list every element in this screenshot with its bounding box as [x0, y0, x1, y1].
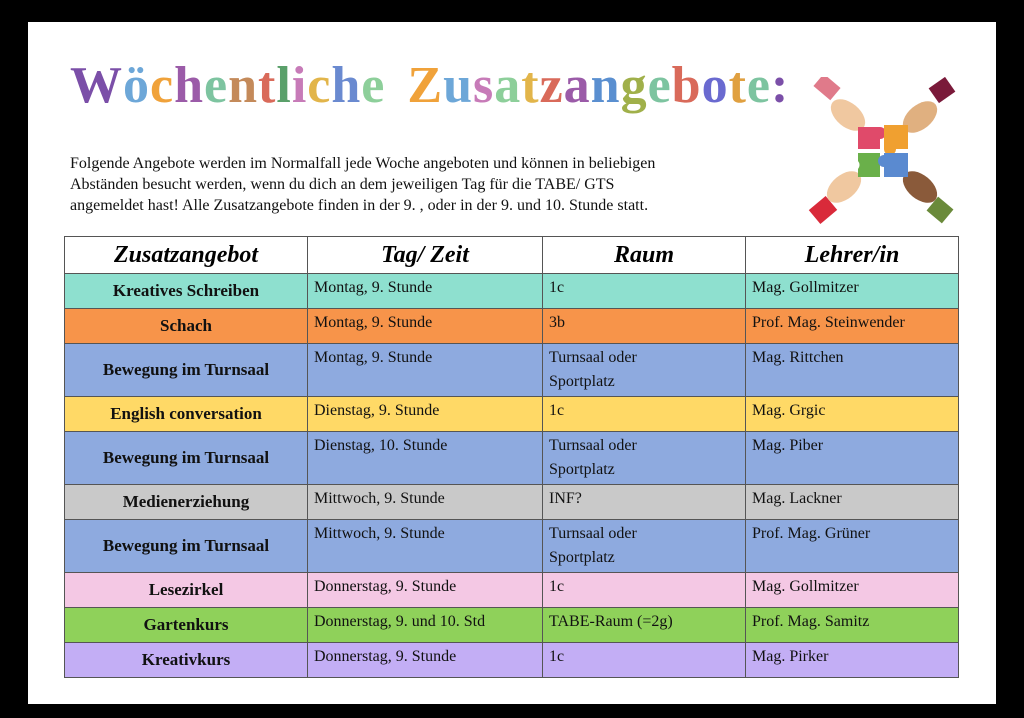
cell-angebot: Bewegung im Turnsaal	[65, 344, 308, 397]
word1-letter: t	[258, 57, 277, 114]
cell-tag-zeit: Mittwoch, 9. Stunde	[308, 485, 543, 520]
word2-letter: o	[701, 57, 729, 114]
cell-angebot: Bewegung im Turnsaal	[65, 520, 308, 573]
cell-tag-zeit: Dienstag, 10. Stunde	[308, 432, 543, 485]
table-row	[65, 397, 959, 432]
word2-letter: g	[620, 57, 648, 114]
word2-letter: e	[746, 57, 772, 114]
table-row	[65, 573, 959, 608]
cell-tag-zeit: Donnerstag, 9. Stunde	[308, 643, 543, 678]
cell-lehrer: Mag. Gollmitzer	[746, 274, 959, 309]
word1-letter: h	[331, 57, 362, 114]
cell-raum	[543, 344, 746, 397]
cell-angebot: Kreatives Schreiben	[65, 274, 308, 309]
cell-tag-zeit: Dienstag, 9. Stunde	[308, 397, 543, 432]
header-tag-zeit: Tag/ Zeit	[308, 237, 543, 274]
document-page	[28, 22, 996, 704]
table-row	[65, 485, 959, 520]
cell-raum-line: Sportplatz	[549, 461, 615, 478]
cell-lehrer: Prof. Mag. Samitz	[746, 608, 959, 643]
cell-raum-line: 1c	[549, 578, 565, 595]
word2-letter: n	[590, 57, 621, 114]
word2-letter: z	[539, 57, 564, 114]
word1-letter: l	[276, 57, 292, 114]
cell-raum-line: Turnsaal oder	[549, 437, 637, 454]
intro-line-3: angemeldet hast! Alle Zusatzangebote finden in der 9. , oder in der 9. und 10. Stunde statt.	[70, 197, 649, 214]
table-row	[65, 643, 959, 678]
cell-raum	[543, 643, 746, 678]
cell-raum	[543, 608, 746, 643]
cell-raum-line: 1c	[549, 402, 565, 419]
cell-raum-line: Turnsaal oder	[549, 525, 637, 542]
table-row	[65, 608, 959, 643]
table-row	[65, 520, 959, 573]
cell-angebot: English conversation	[65, 397, 308, 432]
table-row	[65, 432, 959, 485]
cell-angebot: Schach	[65, 309, 308, 344]
word1-letter: c	[307, 57, 332, 114]
cell-tag-zeit: Montag, 9. Stunde	[308, 344, 543, 397]
cell-lehrer: Mag. Grgic	[746, 397, 959, 432]
intro-text	[70, 153, 770, 216]
table-header-row	[65, 237, 959, 274]
word2-letter: u	[443, 57, 473, 114]
cell-raum	[543, 573, 746, 608]
cell-angebot: Kreativkurs	[65, 643, 308, 678]
cell-lehrer: Prof. Mag. Steinwender	[746, 309, 959, 344]
cell-raum-line: Sportplatz	[549, 373, 615, 390]
word2-letter: t	[521, 57, 540, 114]
cell-tag-zeit: Donnerstag, 9. und 10. Std	[308, 608, 543, 643]
cell-tag-zeit: Montag, 9. Stunde	[308, 274, 543, 309]
word2-letter: e	[647, 57, 672, 114]
cell-lehrer: Mag. Gollmitzer	[746, 573, 959, 608]
table-row	[65, 274, 959, 309]
word1-letter: c	[150, 57, 175, 114]
word2-letter: a	[494, 57, 522, 114]
word1-letter: e	[361, 57, 386, 114]
cell-tag-zeit: Donnerstag, 9. Stunde	[308, 573, 543, 608]
cell-lehrer: Mag. Pirker	[746, 643, 959, 678]
cell-raum	[543, 397, 746, 432]
word1-letter: n	[228, 57, 259, 114]
table-row	[65, 344, 959, 397]
cell-tag-zeit: Montag, 9. Stunde	[308, 309, 543, 344]
cell-lehrer: Mag. Lackner	[746, 485, 959, 520]
word2-letter: a	[563, 57, 591, 114]
schedule-table	[64, 236, 959, 678]
cell-angebot: Bewegung im Turnsaal	[65, 432, 308, 485]
cell-tag-zeit: Mittwoch, 9. Stunde	[308, 520, 543, 573]
cell-raum-line: Turnsaal oder	[549, 349, 637, 366]
cell-angebot: Gartenkurs	[65, 608, 308, 643]
page-title	[70, 56, 789, 115]
cell-raum-line: 1c	[549, 648, 565, 665]
cell-raum-line: 1c	[549, 279, 565, 296]
table-row	[65, 309, 959, 344]
cell-raum	[543, 309, 746, 344]
word1-letter: ö	[123, 57, 150, 114]
cell-lehrer: Mag. Rittchen	[746, 344, 959, 397]
word2-letter: s	[472, 57, 495, 114]
cell-raum	[543, 432, 746, 485]
word1-letter: h	[174, 57, 205, 114]
cell-raum	[543, 485, 746, 520]
word2-letter: t	[728, 57, 747, 114]
table-body	[65, 274, 959, 678]
cell-raum-line: 3b	[549, 314, 565, 331]
word2-letter: :	[771, 57, 790, 114]
cell-raum	[543, 520, 746, 573]
intro-line-2: Abständen besucht werden, wenn du dich an dem jeweiligen Tag für die TABE/ GTS	[70, 176, 615, 193]
cell-raum-line: INF?	[549, 490, 582, 507]
cell-angebot: Lesezirkel	[65, 573, 308, 608]
word1-letter: i	[291, 57, 308, 114]
cell-raum-line: TABE-Raum (=2g)	[549, 613, 673, 630]
header-lehrer: Lehrer/in	[746, 237, 959, 274]
cell-raum-line: Sportplatz	[549, 549, 615, 566]
cell-raum	[543, 274, 746, 309]
header-raum: Raum	[543, 237, 746, 274]
cell-lehrer: Mag. Piber	[746, 432, 959, 485]
word2-letter: Z	[407, 57, 444, 114]
puzzle-hands-icon	[808, 77, 958, 227]
header-zusatzangebot: Zusatzangebot	[65, 237, 308, 274]
cell-angebot: Medienerziehung	[65, 485, 308, 520]
cell-lehrer: Prof. Mag. Grüner	[746, 520, 959, 573]
word2-letter: b	[671, 57, 702, 114]
word1-letter: W	[70, 57, 123, 114]
intro-line-1: Folgende Angebote werden im Normalfall jede Woche angeboten und können in beliebigen	[70, 155, 656, 172]
word1-letter: e	[204, 57, 229, 114]
